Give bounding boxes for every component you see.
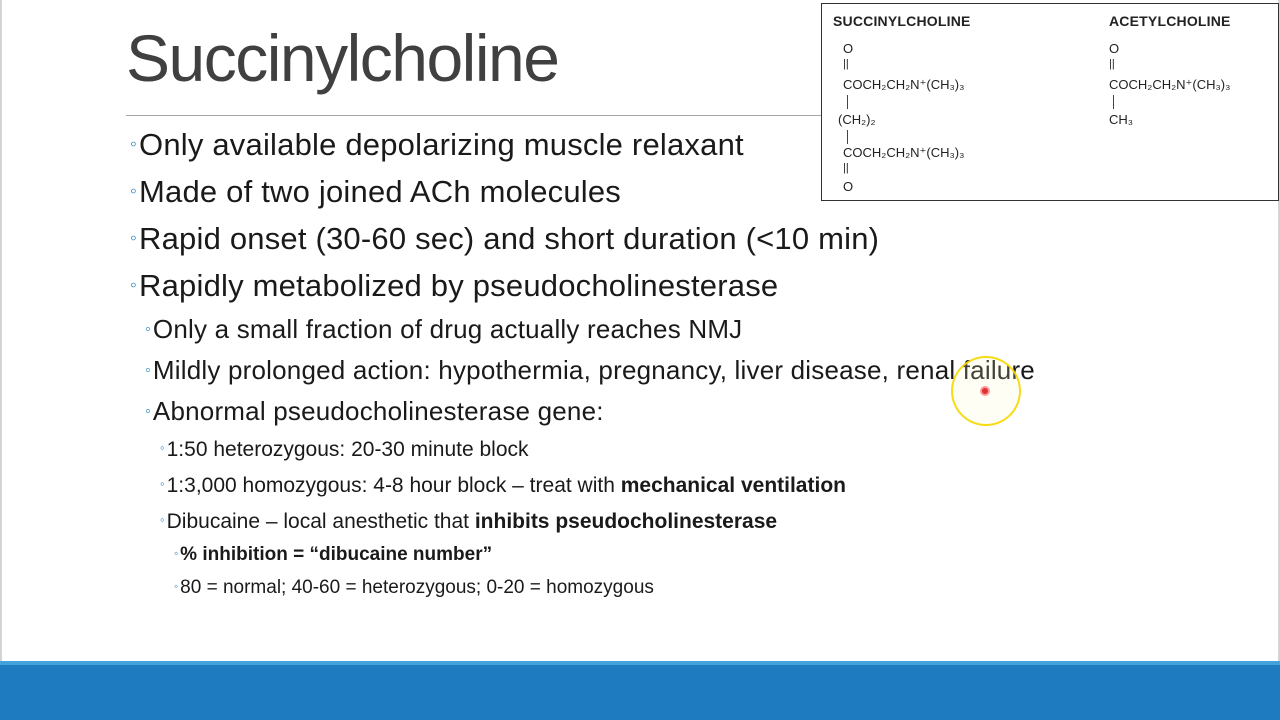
bullet-prolonged-action: ◦Mildly prolonged action: hypothermia, pregnancy, liver disease, renal failure [145,355,1035,385]
slide-title: Succinylcholine [126,21,559,95]
bullet-onset-duration: ◦Rapid onset (30-60 sec) and short duration (<10 min) [130,221,880,256]
ach-ester-group: COCH₂CH₂N⁺(CH₃)₃ [1109,77,1231,92]
succ-bond-lower [847,130,848,144]
bullet-marker-icon: ◦ [130,180,138,202]
acetylcholine-label: ACETYLCHOLINE [1109,13,1231,29]
laser-pointer-dot [980,386,990,396]
succ-top-double-bond: || [843,58,849,70]
bullet-marker-icon: ◦ [174,546,179,560]
bullet-homozygous-block: ◦1:3,000 homozygous: 4-8 hour block – treat with mechanical ventilation [160,474,846,497]
bullet-marker-icon: ◦ [145,360,151,379]
ach-methyl: CH₃ [1109,112,1134,127]
bullet-dibucaine: ◦Dibucaine – local anesthetic that inhibits pseudocholinesterase [160,510,778,533]
footer-bar [0,665,1280,720]
bullet-dibucaine-values: ◦ 80 = normal; 40-60 = heterozygous; 0-20 = homozygous [174,577,654,598]
title-divider [126,115,826,116]
bullet-marker-icon: ◦ [174,579,179,593]
bullet-abnormal-gene: ◦Abnormal pseudocholinesterase gene: [145,396,604,426]
ach-double-bond: || [1109,58,1115,70]
bullet-depolarizing-relaxant: ◦Only available depolarizing muscle relaxant [130,127,744,162]
bullet-marker-icon: ◦ [145,319,151,338]
bullet-marker-icon: ◦ [160,512,165,528]
bullet-marker-icon: ◦ [130,133,138,155]
bullet-metabolism: ◦Rapidly metabolized by pseudocholinesterase [130,268,779,303]
succ-bottom-oxygen: O [843,179,854,194]
bullet-marker-icon: ◦ [160,440,165,456]
succ-bottom-double-bond: || [843,162,849,174]
bullet-dibucaine-number: ◦ % inhibition = “dibucaine number” [174,544,493,565]
succinylcholine-label: SUCCINYLCHOLINE [833,13,971,29]
bullet-heterozygous-block: ◦1:50 heterozygous: 20-30 minute block [160,438,529,461]
ach-oxygen: O [1109,41,1120,56]
bullet-marker-icon: ◦ [145,401,151,420]
bullet-marker-icon: ◦ [160,476,165,492]
succ-bond-upper [847,95,848,109]
bullet-marker-icon: ◦ [130,227,138,249]
ach-bond [1113,95,1114,109]
slide-left-edge [0,0,2,665]
succ-bottom-ester-group: COCH₂CH₂N⁺(CH₃)₃ [843,145,965,160]
bullet-two-ach-molecules: ◦Made of two joined ACh molecules [130,174,622,209]
bullet-small-fraction-nmj: ◦Only a small fraction of drug actually reaches NMJ [145,314,743,344]
succ-top-ester-group: COCH₂CH₂N⁺(CH₃)₃ [843,77,965,92]
succ-linker: (CH₂)₂ [838,112,876,127]
chemical-structures-figure [821,3,1279,201]
succ-top-oxygen: O [843,41,854,56]
bullet-marker-icon: ◦ [130,274,138,296]
